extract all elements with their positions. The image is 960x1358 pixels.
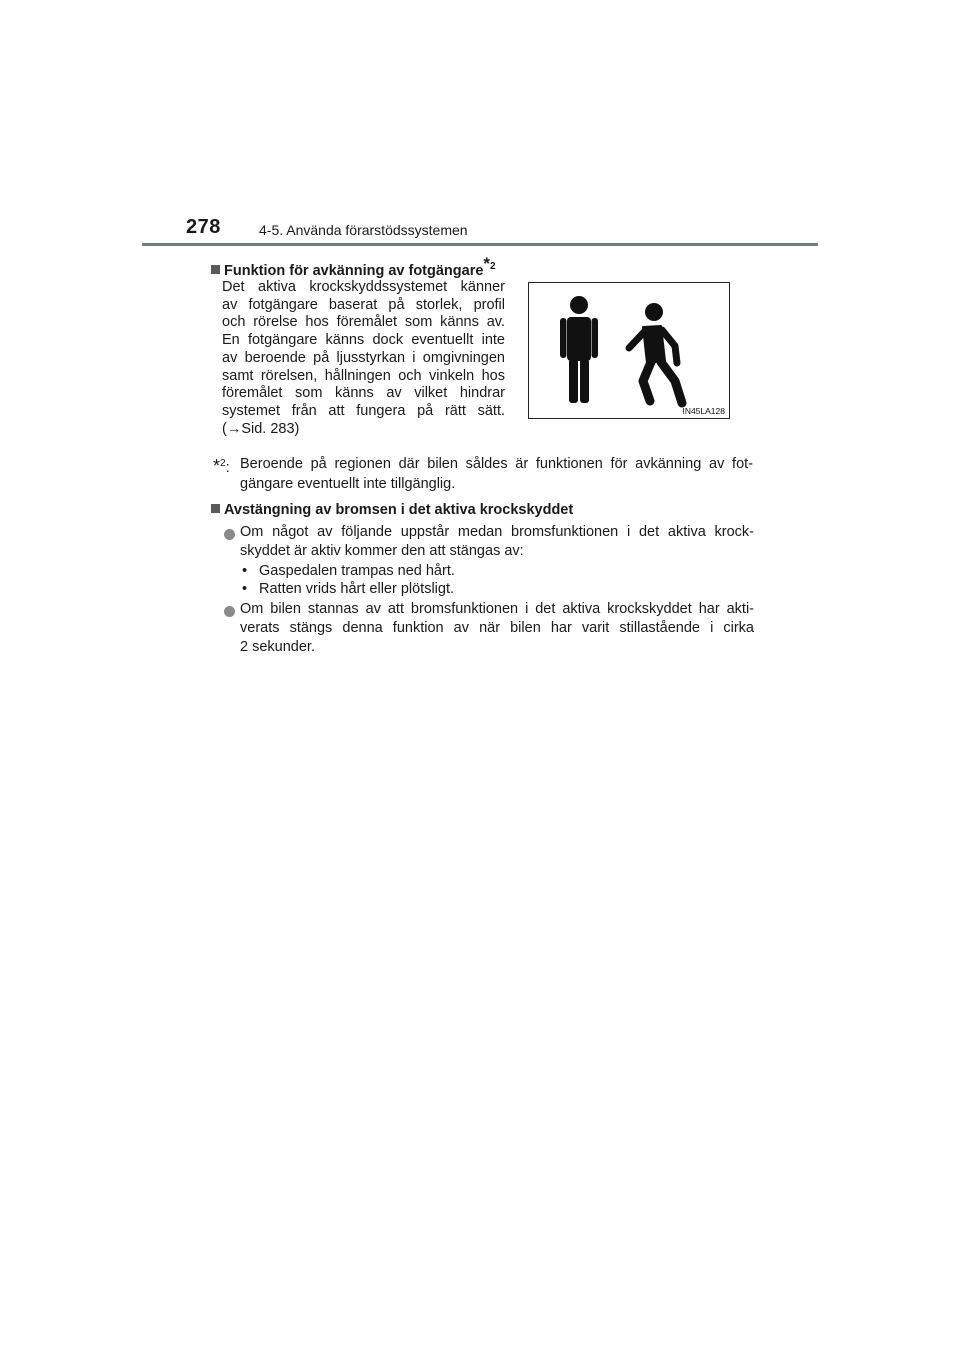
footnote-number: 2 (220, 458, 226, 469)
brake-deactivation-heading (211, 502, 573, 518)
pedestrian-figure (528, 282, 730, 419)
heading-text: Avstängning av bromsen i det aktiva krockskyddet (224, 502, 574, 518)
page-number: 278 (186, 216, 221, 238)
bullet-line: skyddet är aktiv kommer den att stängas av: (240, 543, 524, 559)
footnote (213, 454, 753, 494)
circle-bullet-icon (224, 606, 235, 617)
dot-bullet: • (242, 563, 248, 579)
footnote-star: * (213, 455, 221, 476)
circle-bullet-icon (224, 529, 235, 540)
footnote-star: * (483, 254, 491, 273)
body-line: av fotgängare baserat på storlek, profil (222, 296, 505, 313)
body-line: och rörelse hos föremålet som känns av. (222, 314, 505, 331)
body-line: föremålet som känns av vilket hindrar (222, 385, 505, 402)
dot-bullet: • (242, 581, 248, 597)
sub-list-item (242, 563, 455, 579)
pedestrian-detection-heading (211, 254, 496, 279)
square-bullet-icon (211, 265, 220, 274)
footnote-text: Beroende på regionen där bilen såldes är funktionen för avkänning av fot-gängare eventuellt inte tillgänglig. (240, 456, 753, 492)
body-line: Det aktiva krockskyddssystemet känner (222, 279, 505, 295)
ref-text: Sid. 283) (241, 420, 300, 437)
page-reference (222, 421, 505, 439)
square-bullet-icon (211, 504, 220, 513)
footnote-marker (213, 454, 230, 478)
bullet-line: 2 sekunder. (240, 639, 315, 655)
body-line: systemet från att fungera på rätt sätt. (222, 402, 505, 419)
section-title: 4-5. Använda förarstödssystemen (259, 222, 468, 238)
bullet-line: Om något av följande uppstår medan bromsfunktionen i det aktiva krock- (240, 524, 754, 540)
sub-list-item (242, 581, 454, 597)
header-divider (142, 243, 818, 246)
ref-paren: ( (222, 420, 227, 437)
body-line: av beroende på ljusstyrkan i omgivningen (222, 349, 505, 366)
sub-item-text: Ratten vrids hårt eller plötsligt. (259, 581, 455, 597)
footnote-colon: : (225, 459, 230, 476)
figure-code: IN45LA128 (682, 406, 725, 416)
footnote-ref: 2 (490, 261, 496, 272)
bullet-paragraph (240, 523, 754, 561)
sub-item-text: Gaspedalen trampas ned hårt. (259, 563, 455, 579)
bullet-line: verats stängs denna funktion av när bilen har varit stillastående i cirka (240, 620, 754, 636)
bullet-paragraph (240, 600, 754, 657)
bullet-line: Om bilen stannas av att bromsfunktionen i det aktiva krockskyddet har akti- (240, 601, 754, 617)
heading-text: Funktion för avkänning av fotgängare (224, 262, 484, 279)
pedestrian-detection-body (222, 279, 505, 438)
body-line: En fotgängare känns dock eventuellt inte (222, 332, 505, 349)
walking-person-icon (629, 303, 682, 403)
standing-person-icon (560, 296, 598, 403)
arrow-icon: → (226, 420, 242, 437)
pedestrian-illustration (529, 283, 729, 418)
body-line: samt rörelsen, hållningen och vinkeln hos (222, 367, 505, 384)
